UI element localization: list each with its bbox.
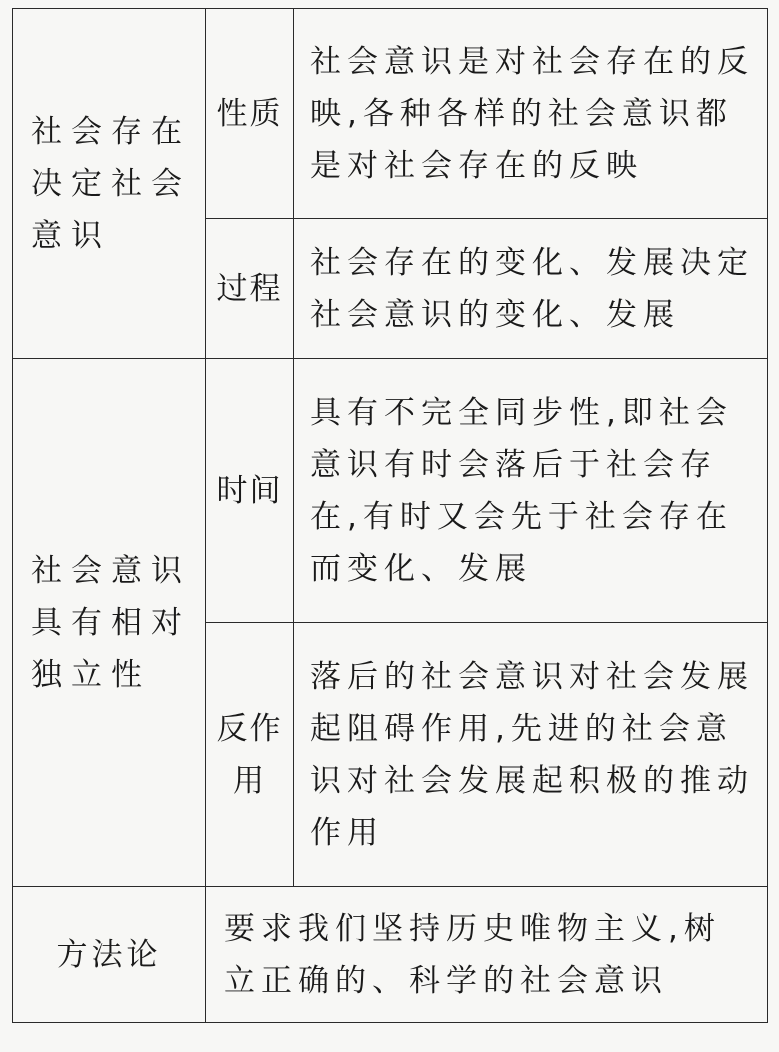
table-row — [13, 359, 768, 623]
sub-label: 反作用 — [216, 710, 283, 799]
sub-label-cell — [206, 219, 294, 359]
knowledge-table — [12, 8, 767, 1022]
description-cell — [294, 623, 768, 887]
category-label: 社会存在决定社会意识 — [31, 113, 191, 254]
methodology-label-cell — [13, 887, 206, 1023]
category-cell-independence — [13, 359, 206, 887]
table-row — [13, 9, 768, 219]
category-cell-decide — [13, 9, 206, 359]
description-cell — [294, 9, 768, 219]
methodology-text-cell — [206, 887, 768, 1023]
sub-label-cell — [206, 359, 294, 623]
social-consciousness-table — [12, 8, 768, 1023]
description-text: 社会意识是对社会存在的反映,各种各样的社会意识都是对社会存在的反映 — [310, 43, 754, 184]
description-cell — [294, 359, 768, 623]
sub-label: 过程 — [216, 270, 283, 307]
category-label: 社会意识具有相对独立性 — [31, 552, 191, 693]
methodology-text: 要求我们坚持历史唯物主义,树立正确的、科学的社会意识 — [224, 910, 721, 999]
description-text: 社会存在的变化、发展决定社会意识的变化、发展 — [310, 244, 754, 333]
sub-label-cell — [206, 623, 294, 887]
description-text: 具有不完全同步性,即社会意识有时会落后于社会存在,有时又会先于社会存在而变化、发展 — [310, 394, 733, 587]
methodology-label: 方法论 — [56, 936, 162, 973]
sub-label: 性质 — [216, 95, 283, 132]
description-text: 落后的社会意识对社会发展起阻碍作用,先进的社会意识对社会发展起积极的推动作用 — [310, 658, 754, 851]
description-cell — [294, 219, 768, 359]
table-row — [13, 887, 768, 1023]
sub-label: 时间 — [216, 472, 283, 509]
sub-label-cell — [206, 9, 294, 219]
